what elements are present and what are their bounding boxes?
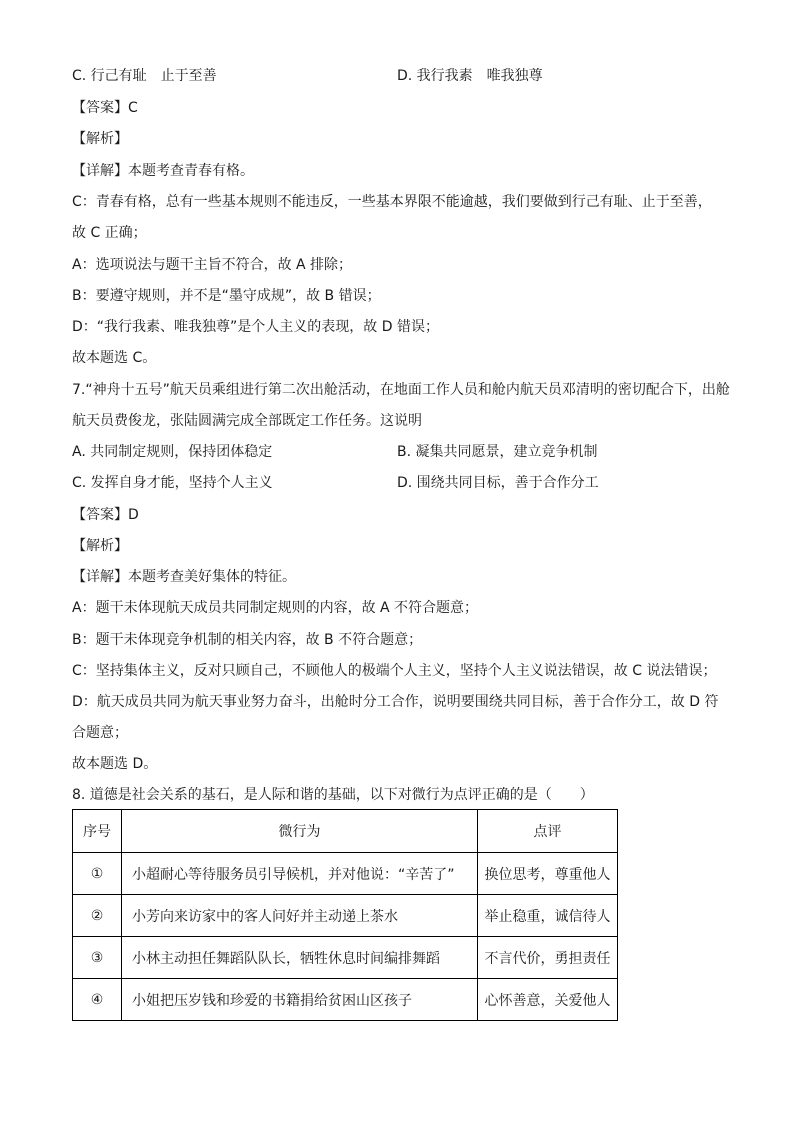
header-comment: 点评 bbox=[478, 810, 618, 853]
header-index: 序号 bbox=[73, 810, 122, 853]
q7-answer: 【答案】D bbox=[72, 507, 139, 523]
q6-explanation-line: A：选项说法与题干主旨不符合，故 A 排除； bbox=[72, 257, 353, 273]
q7-option-a: A. 共同制定规则，保持团体稳定 bbox=[72, 444, 273, 460]
q7-explanation-line: B：题干未体现竞争机制的相关内容，故 B 不符合题意； bbox=[72, 632, 423, 648]
q6-explanation-line: C：青春有格，总有一些基本规则不能违反，一些基本界限不能逾越，我们要做到行己有耻、止于至善， bbox=[72, 194, 712, 210]
row-comment: 心怀善意，关爱他人 bbox=[478, 979, 618, 1021]
row-index: ① bbox=[73, 853, 122, 895]
q7-explanation-line: 合题意； bbox=[72, 725, 128, 741]
table-row bbox=[73, 937, 618, 979]
row-index: ③ bbox=[73, 937, 122, 979]
q7-explanation-line: D：航天成员共同为航天事业努力奋斗，出舱时分工合作，说明要围绕共同目标，善于合作分工，故 D 符 bbox=[72, 694, 719, 710]
q7-stem-line2: 航天员费俊龙，张陆圆满完成全部既定工作任务。这说明 bbox=[72, 413, 422, 429]
row-behavior: 小姐把压岁钱和珍爱的书籍捐给贫困山区孩子 bbox=[122, 979, 478, 1021]
q6-explanation-line: 故 C 正确； bbox=[72, 225, 147, 241]
q7-stem-line1: 7.“神舟十五号”航天员乘组进行第二次出舱活动，在地面工作人员和舱内航天员邓清明的密切配合下，出舱 bbox=[72, 382, 730, 398]
q7-option-d: D. 围绕共同目标，善于合作分工 bbox=[397, 475, 599, 491]
q8-stem: 8. 道德是社会关系的基石，是人际和谐的基础，以下对微行为点评正确的是（ ） bbox=[72, 787, 594, 803]
q6-detail: 【详解】本题考查青春有格。 bbox=[72, 163, 254, 179]
row-behavior: 小林主动担任舞蹈队队长，牺牲休息时间编排舞蹈 bbox=[122, 937, 478, 979]
q8-table bbox=[72, 809, 618, 1021]
table-header-row bbox=[73, 810, 618, 853]
q7-detail: 【详解】本题考查美好集体的特征。 bbox=[72, 569, 296, 585]
header-behavior: 微行为 bbox=[122, 810, 478, 853]
row-comment: 换位思考，尊重他人 bbox=[478, 853, 618, 895]
q6-explanation-line: B：要遵守规则，并不是“墨守成规”，故 B 错误； bbox=[72, 288, 381, 304]
q6-answer: 【答案】C bbox=[72, 100, 138, 116]
q7-analysis-label: 【解析】 bbox=[72, 538, 128, 554]
row-comment: 不言代价，勇担责任 bbox=[478, 937, 618, 979]
row-index: ② bbox=[73, 895, 122, 937]
table-row bbox=[73, 853, 618, 895]
q6-option-c: C. 行己有耻 止于至善 bbox=[72, 68, 217, 84]
q7-explanation-line: C：坚持集体主义，反对只顾自己，不顾他人的极端个人主义，坚持个人主义说法错误，故 C 说法错误； bbox=[72, 663, 717, 679]
table-row bbox=[73, 979, 618, 1021]
row-comment: 举止稳重，诚信待人 bbox=[478, 895, 618, 937]
q6-option-d: D. 我行我素 唯我独尊 bbox=[397, 68, 543, 84]
row-behavior: 小芳向来访家中的客人问好并主动递上茶水 bbox=[122, 895, 478, 937]
q7-conclusion: 故本题选 D。 bbox=[72, 756, 158, 772]
q7-explanation-line: A：题干未体现航天成员共同制定规则的内容，故 A 不符合题意； bbox=[72, 600, 479, 616]
q6-analysis-label: 【解析】 bbox=[72, 131, 128, 147]
row-behavior: 小超耐心等待服务员引导候机，并对他说：“辛苦了” bbox=[122, 853, 478, 895]
q7-option-c: C. 发挥自身才能，坚持个人主义 bbox=[72, 475, 273, 491]
q7-option-b: B. 凝集共同愿景，建立竞争机制 bbox=[397, 444, 598, 460]
q6-conclusion: 故本题选 C。 bbox=[72, 350, 157, 366]
row-index: ④ bbox=[73, 979, 122, 1021]
table-row bbox=[73, 895, 618, 937]
q6-explanation-line: D：“我行我素、唯我独尊”是个人主义的表现，故 D 错误； bbox=[72, 319, 439, 335]
